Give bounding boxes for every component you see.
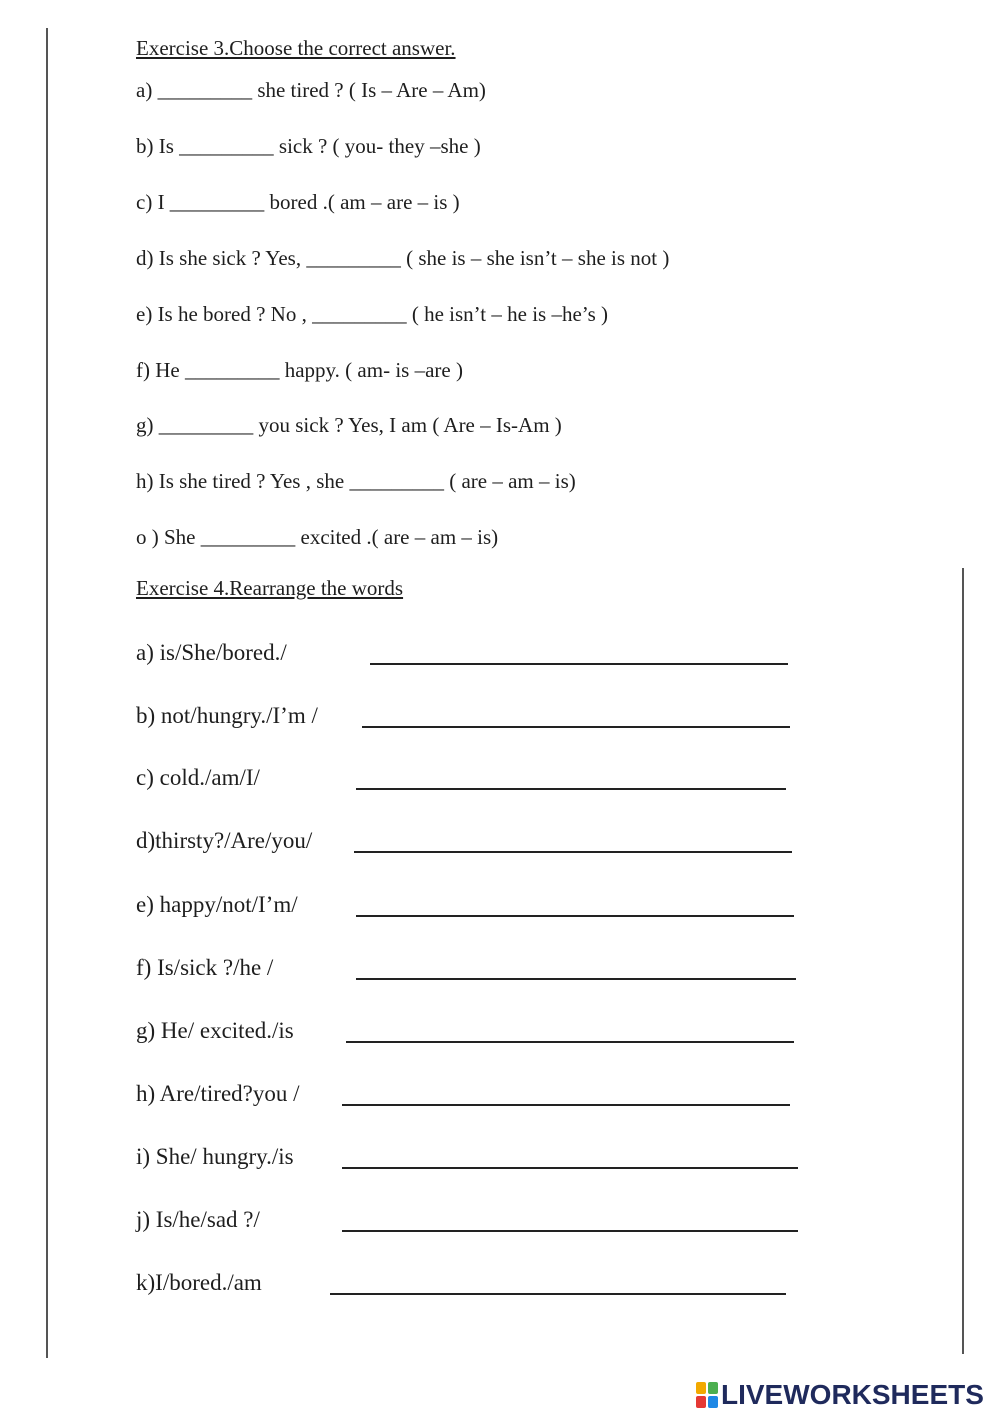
- exercise4-answer-line-i[interactable]: [342, 1167, 798, 1169]
- liveworksheets-logo-text: LIVEWORKSHEETS: [721, 1379, 984, 1410]
- exercise4-prompt-h: h) Are/tired?you /: [136, 1081, 300, 1106]
- exercise4-item-f: [136, 956, 816, 982]
- exercise4-item-g: [136, 1019, 816, 1045]
- exercise4-answer-line-f[interactable]: [356, 978, 796, 980]
- exercise4-prompt-e: e) happy/not/I’m/: [136, 892, 298, 917]
- exercise3-item-e: e) Is he bored ? No , _________ ( he isn’t – he is –he’s ): [136, 302, 609, 326]
- right-margin-line: [962, 568, 964, 1354]
- liveworksheets-logo: [696, 1378, 984, 1412]
- exercise4-prompt-b: b) not/hungry./I’m /: [136, 703, 318, 728]
- exercise4-answer-line-c[interactable]: [356, 788, 786, 790]
- exercise4-answer-line-g[interactable]: [346, 1041, 794, 1043]
- exercise4-prompt-d: d)thirsty?/Are/you/: [136, 828, 313, 853]
- exercise3-title: Exercise 3.Choose the correct answer.: [136, 36, 456, 60]
- exercise4-prompt-c: c) cold./am/I/: [136, 765, 260, 790]
- exercise3-item-c: c) I _________ bored .( am – are – is ): [136, 190, 460, 214]
- exercise4-title: Exercise 4.Rearrange the words: [136, 576, 404, 600]
- exercise4-answer-line-j[interactable]: [342, 1230, 798, 1232]
- exercise3-item-h: h) Is she tired ? Yes , she _________ ( are – am – is): [136, 469, 576, 493]
- exercise4-answer-line-b[interactable]: [362, 726, 790, 728]
- logo-square-3: [696, 1396, 706, 1408]
- exercise4-answer-line-a[interactable]: [370, 663, 788, 665]
- exercise4-answer-line-d[interactable]: [354, 851, 792, 853]
- left-margin-line: [46, 28, 48, 1358]
- exercise4-prompt-a: a) is/She/bored./: [136, 640, 287, 665]
- exercise4-prompt-i: i) She/ hungry./is: [136, 1144, 294, 1169]
- exercise4-prompt-j: j) Is/he/sad ?/: [136, 1207, 260, 1232]
- exercise3-item-b: b) Is _________ sick ? ( you- they –she ): [136, 134, 481, 158]
- exercise4-answer-line-k[interactable]: [330, 1293, 786, 1295]
- logo-square-4: [708, 1396, 718, 1408]
- exercise4-answer-line-h[interactable]: [342, 1104, 790, 1106]
- exercise4-item-e: [136, 893, 816, 919]
- exercise4-answer-line-e[interactable]: [356, 915, 794, 917]
- exercise3-item-o: o ) She _________ excited .( are – am – is): [136, 525, 499, 549]
- exercise4-item-b: [136, 704, 816, 730]
- exercise4-item-j: [136, 1208, 816, 1234]
- exercise4-item-k: [136, 1271, 816, 1297]
- exercise4-prompt-g: g) He/ excited./is: [136, 1018, 294, 1043]
- exercise4-item-a: [136, 641, 816, 667]
- liveworksheets-logo-icon: [696, 1382, 718, 1408]
- exercise3-item-d: d) Is she sick ? Yes, _________ ( she is – she isn’t – she is not ): [136, 246, 670, 270]
- logo-square-2: [708, 1382, 718, 1394]
- exercise3-item-g: g) _________ you sick ? Yes, I am ( Are – Is-Am ): [136, 413, 562, 437]
- logo-square-1: [696, 1382, 706, 1394]
- exercise4-item-c: [136, 766, 816, 792]
- exercise3-item-a: a) _________ she tired ? ( Is – Are – Am): [136, 78, 486, 102]
- exercise4-item-h: [136, 1082, 816, 1108]
- exercise4-item-d: [136, 829, 816, 855]
- exercise4-prompt-f: f) Is/sick ?/he /: [136, 955, 274, 980]
- exercise3-item-f: f) He _________ happy. ( am- is –are ): [136, 358, 463, 382]
- exercise4-prompt-k: k)I/bored./am: [136, 1270, 262, 1295]
- exercise4-item-i: [136, 1145, 816, 1171]
